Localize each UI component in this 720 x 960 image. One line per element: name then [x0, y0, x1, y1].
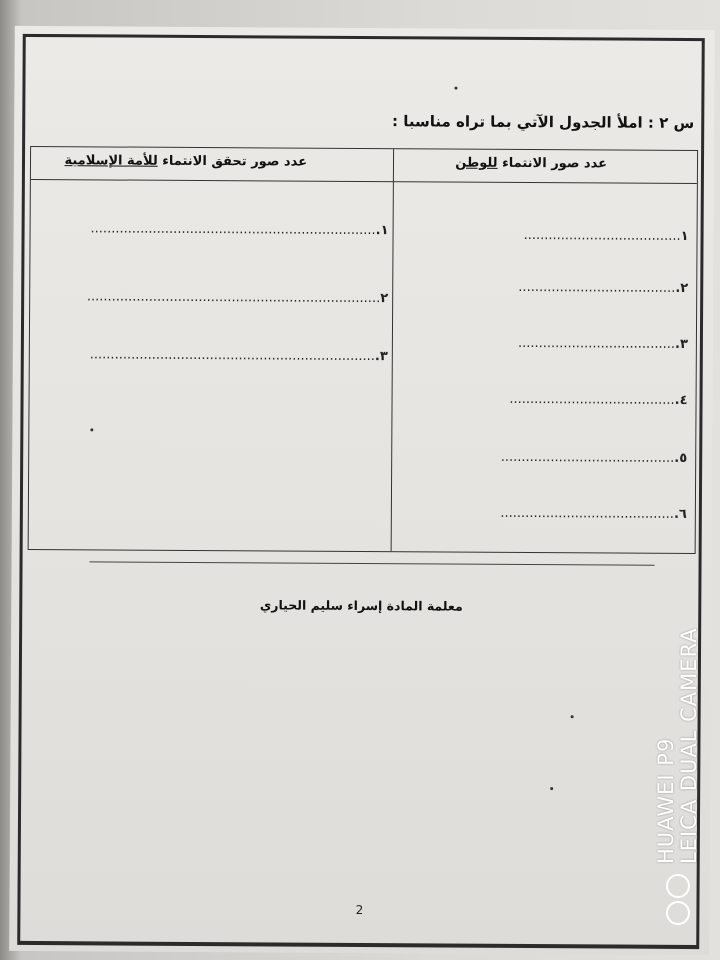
table-header-row	[31, 147, 697, 184]
homeland-item[interactable]: ٤.........................................	[509, 391, 688, 408]
watermark-line1: HUAWEI P9	[654, 737, 678, 864]
header-nation-prefix: عدد صور تحقق الانتماء	[157, 153, 308, 170]
worksheet-page	[9, 26, 715, 955]
camera-watermark	[655, 627, 701, 925]
header-islamic-nation	[64, 153, 307, 169]
homeland-item[interactable]: ١......................................	[523, 227, 689, 244]
header-homeland	[455, 156, 607, 172]
nation-item[interactable]: ١......................................................................	[90, 221, 389, 239]
teacher-signature: معلمة المادة إسراء سليم الحياري	[259, 597, 463, 614]
speck-mark	[90, 428, 93, 431]
column-divider	[391, 149, 394, 551]
homeland-item[interactable]: ٣.......................................	[517, 335, 688, 352]
homeland-item[interactable]: ٦...........................................	[500, 505, 687, 522]
header-homeland-prefix: عدد صور الانتماء	[497, 155, 608, 172]
question-heading: س ٢ : املأ الجدول الآتي بما تراه مناسبا :	[391, 112, 695, 133]
lens-circle-icon	[666, 874, 690, 898]
answer-table	[28, 146, 698, 554]
leica-dual-lens-icon	[666, 874, 690, 925]
nation-item[interactable]: ٢.......................................................................	[86, 289, 389, 307]
header-homeland-underlined: للوطن	[455, 155, 498, 171]
lens-circle-icon	[666, 901, 690, 925]
speck-mark	[550, 787, 553, 790]
watermark-line2: LEICA DUAL CAMERA	[677, 627, 701, 864]
homeland-item[interactable]: ٢.......................................	[518, 279, 689, 296]
speck-mark	[454, 87, 457, 90]
speck-mark	[571, 715, 574, 718]
homeland-item[interactable]: ٥...........................................	[500, 449, 688, 466]
page-number: 2	[355, 902, 364, 918]
nation-item[interactable]: ٣......................................................................	[89, 347, 388, 365]
header-nation-underlined: للأمة الإسلامية	[64, 153, 158, 169]
